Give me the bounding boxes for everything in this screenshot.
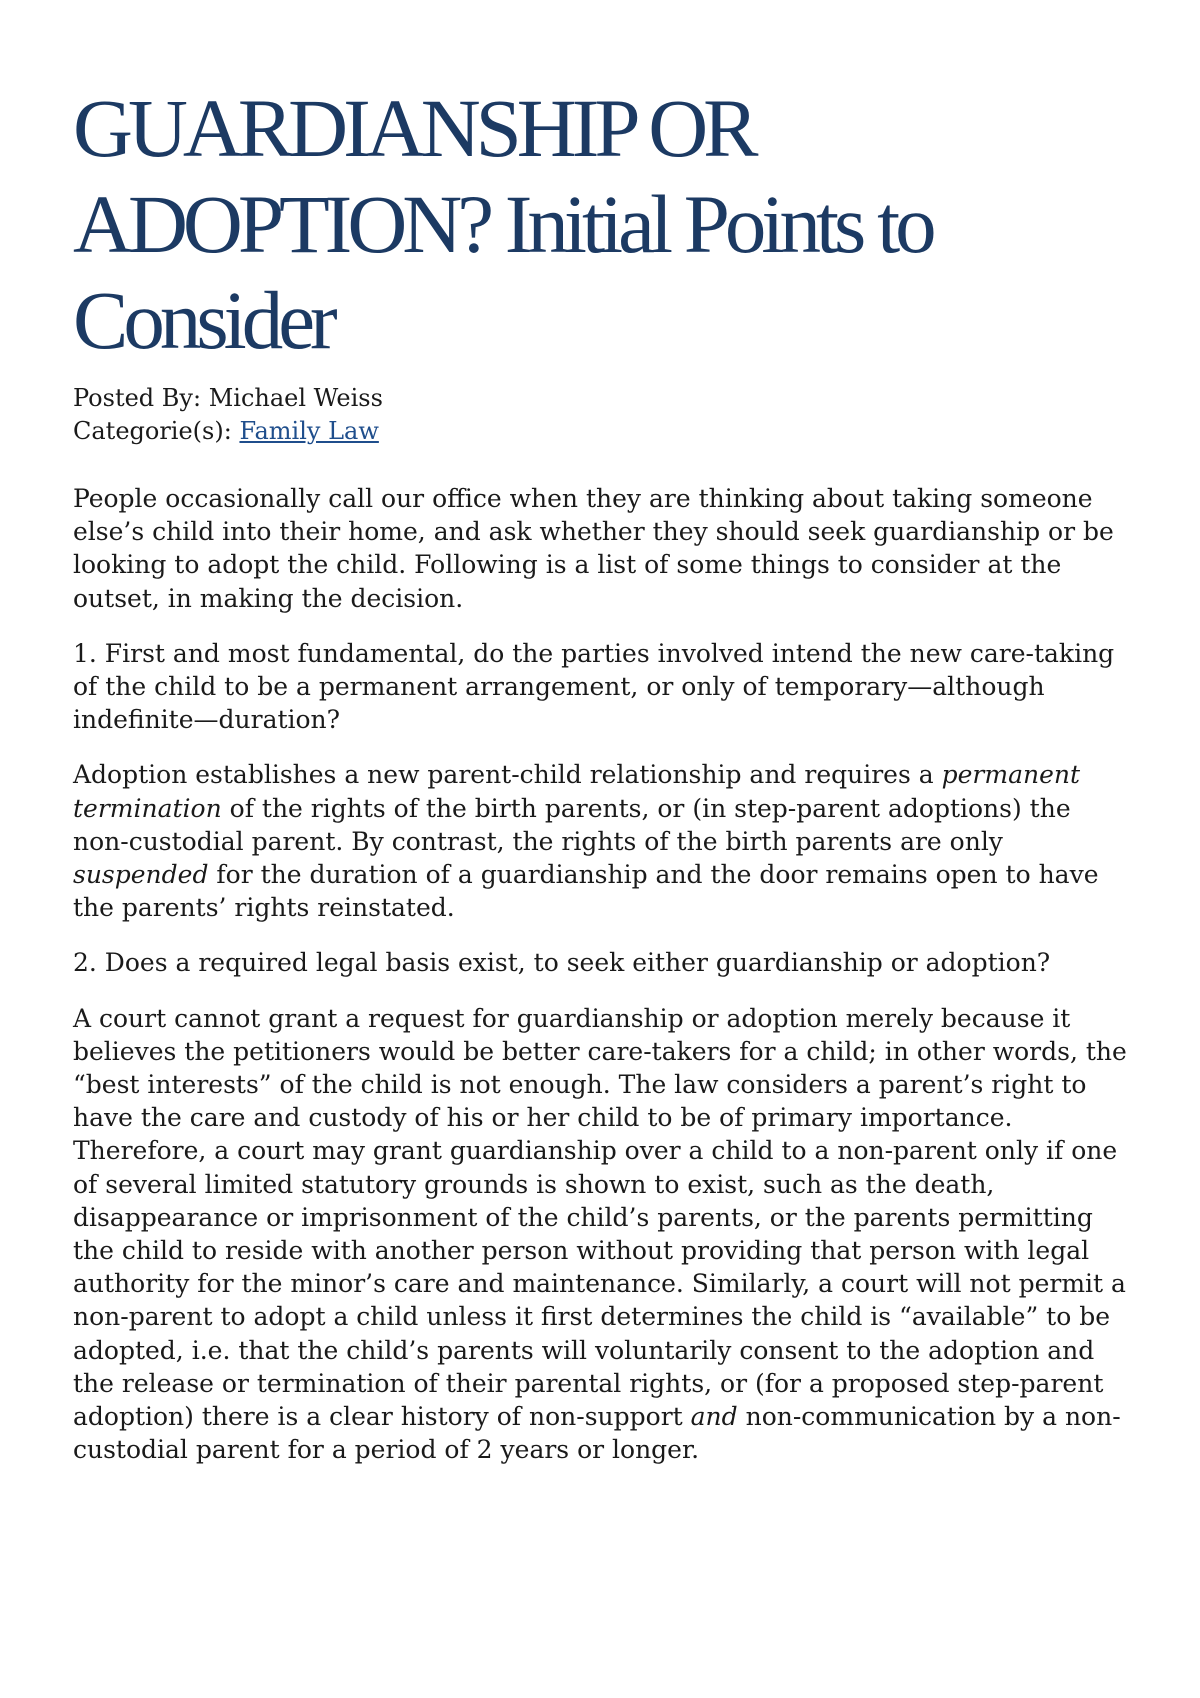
point-1: 1. First and most fundamental, do the parties involved intend the new care-taking of the child to be a permanent arrangement, or only of temporary—although indefinite—duration? xyxy=(73,638,1115,735)
adoption-text-c: for the duration of a guardianship and the door remains open to have the parents’ rights reinstated. xyxy=(73,860,1099,923)
legal-basis-text-b: non-communication by a non-custodial parent for a period of 2 years or longer. xyxy=(73,1402,1121,1465)
adoption-text-a: Adoption establishes a new parent-child relationship and requires a xyxy=(73,760,942,790)
legal-basis-paragraph xyxy=(73,1002,1133,1467)
author-name: Michael Weiss xyxy=(208,384,383,412)
categories-line xyxy=(73,415,1133,448)
categories-label: Categorie(s): xyxy=(73,417,232,445)
point-2: 2. Does a required legal basis exist, to seek either guardianship or adoption? xyxy=(73,948,1051,978)
category-link[interactable]: Family Law xyxy=(239,417,379,445)
adoption-text-b: of the rights of the birth parents, or (in step-parent adoptions) the non-custodial parent. By contrast, the rights of the birth parents are only xyxy=(73,793,1071,856)
legal-basis-text-a: A court cannot grant a request for guardianship or adoption merely because it believes the petitioners would be better care-takers for a child; in other words, the “best interests” of the child is not enough. The law considers a parent’s right to have the care and custody of his or her child to be of primary importance. Therefore, a court may grant guardianship over a child to a non-parent only if one of several limited statutory grounds is shown to exist, such as the death, disappearance or imprisonment of the child’s parents, or the parents permitting the child to reside with another person without providing that person with legal authority for the minor’s care and maintenance. Similarly, a court will not permit a non-parent to adopt a child unless it first determines the child is “available” to be adopted, i.e. that the child’s parents will voluntarily consent to the adoption and the release or termination of their parental rights, or (for a proposed step-parent adoption) there is a clear history of non-support xyxy=(73,1003,1127,1432)
article-title: GUARDIANSHIP OR ADOPTION? Initial Points to Consider xyxy=(73,82,932,366)
adoption-paragraph xyxy=(73,758,1133,924)
intro-paragraph: People occasionally call our office when they are thinking about taking someone else’s child into their home, and ask whether they should seek guardianship or be looking to adopt the child. Following is a list of some things to consider at the outset, in making the decision. xyxy=(73,484,1114,613)
emphasis-permanent-termination: permanent termination xyxy=(73,760,1081,823)
article-meta xyxy=(73,382,1133,448)
posted-by-line xyxy=(73,382,1133,415)
posted-by-label: Posted By: xyxy=(73,384,202,412)
article xyxy=(73,80,1133,1466)
emphasis-and: and xyxy=(690,1402,738,1432)
emphasis-suspended: suspended xyxy=(73,860,209,890)
